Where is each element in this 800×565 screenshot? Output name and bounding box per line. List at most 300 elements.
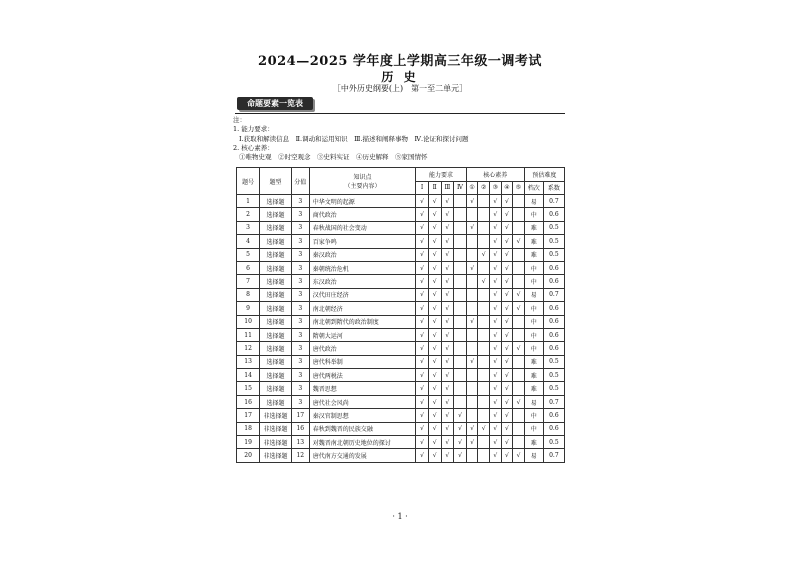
cell-coefficient: 0.5 (543, 436, 564, 449)
cell-ability-check: √ (441, 409, 454, 422)
cell-ability-check: √ (416, 302, 429, 315)
cell-level: 易 (524, 449, 543, 462)
cell-ability-check: √ (441, 208, 454, 221)
cell-no: 1 (237, 195, 260, 208)
table-row (237, 261, 565, 274)
cell-literacy-check: √ (490, 261, 502, 274)
cell-knowledge: 隋朝大运河 (309, 328, 416, 341)
cell-ability-check: √ (441, 436, 454, 449)
cell-type: 非选择题 (260, 449, 292, 462)
cell-literacy-check (513, 409, 525, 422)
cell-literacy-check: √ (501, 449, 513, 462)
cell-literacy-check (466, 288, 478, 301)
cell-ability-check: √ (441, 261, 454, 274)
cell-ability-check: √ (441, 315, 454, 328)
cell-no: 15 (237, 382, 260, 395)
cell-ability-check: √ (416, 221, 429, 234)
cell-ability-check: √ (441, 248, 454, 261)
cell-no: 14 (237, 369, 260, 382)
table-row (237, 315, 565, 328)
cell-no: 8 (237, 288, 260, 301)
cell-ability-check (454, 395, 467, 408)
cell-literacy-check: √ (478, 275, 490, 288)
cell-coefficient: 0.6 (543, 315, 564, 328)
cell-literacy-check (513, 221, 525, 234)
cell-level: 中 (524, 302, 543, 315)
cell-ability-check: √ (428, 369, 441, 382)
cell-literacy-check: √ (490, 369, 502, 382)
ability-items: Ⅰ.获取和解读信息 Ⅱ.调动和运用知识 Ⅲ.描述和阐释事物 Ⅳ.论证和探讨问题 (239, 134, 469, 143)
cell-literacy-check: √ (490, 382, 502, 395)
cell-literacy-check (478, 409, 490, 422)
cell-literacy-check: √ (513, 449, 525, 462)
cell-ability-check: √ (441, 422, 454, 435)
cell-ability-check: √ (428, 315, 441, 328)
cell-ability-check: √ (441, 382, 454, 395)
cell-type: 选择题 (260, 195, 292, 208)
table-row (237, 436, 565, 449)
cell-literacy-check (478, 382, 490, 395)
cell-literacy-check: √ (501, 342, 513, 355)
cell-literacy-check: √ (466, 355, 478, 368)
cell-literacy-check (513, 208, 525, 221)
cell-ability-check (454, 355, 467, 368)
cell-ability-check (454, 261, 467, 274)
cell-level: 中 (524, 342, 543, 355)
cell-ability-check: √ (441, 302, 454, 315)
header-literacy-col: ③ (490, 181, 502, 195)
cell-no: 18 (237, 422, 260, 435)
cell-literacy-check (466, 208, 478, 221)
cell-no: 17 (237, 409, 260, 422)
cell-literacy-check: √ (490, 275, 502, 288)
cell-literacy-check (478, 261, 490, 274)
cell-level: 难 (524, 221, 543, 234)
cell-literacy-check (466, 302, 478, 315)
cell-literacy-check (478, 436, 490, 449)
cell-literacy-check (513, 436, 525, 449)
cell-literacy-check: √ (501, 235, 513, 248)
cell-ability-check: √ (428, 275, 441, 288)
header-ability-col: Ⅲ (441, 181, 454, 195)
cell-ability-check: √ (416, 208, 429, 221)
literacy-heading: 2. 核心素养： (233, 143, 274, 152)
cell-type: 选择题 (260, 328, 292, 341)
cell-ability-check: √ (428, 449, 441, 462)
header-literacy-col: ② (478, 181, 490, 195)
cell-ability-check: √ (416, 328, 429, 341)
cell-coefficient: 0.5 (543, 382, 564, 395)
cell-type: 选择题 (260, 261, 292, 274)
cell-literacy-check: √ (466, 436, 478, 449)
cell-ability-check (454, 288, 467, 301)
page-number: · 1 · (392, 512, 408, 521)
header-literacy-col: ① (466, 181, 478, 195)
literacy-items: ①唯物史观 ②时空观念 ③史料实证 ④历史解释 ⑤家国情怀 (239, 153, 428, 162)
cell-literacy-check: √ (490, 328, 502, 341)
cell-ability-check: √ (416, 261, 429, 274)
header-literacy-col: ⑤ (513, 181, 525, 195)
ability-heading: 1. 能力要求： (233, 125, 274, 134)
cell-level: 中 (524, 315, 543, 328)
header-ability-col: Ⅳ (454, 181, 467, 195)
cell-type: 选择题 (260, 275, 292, 288)
cell-ability-check: √ (416, 248, 429, 261)
cell-literacy-check: √ (501, 275, 513, 288)
cell-ability-check (454, 342, 467, 355)
cell-score: 3 (291, 261, 309, 274)
table-row (237, 409, 565, 422)
cell-no: 7 (237, 275, 260, 288)
cell-level: 易 (524, 195, 543, 208)
cell-literacy-check (466, 409, 478, 422)
notes-block (233, 116, 573, 162)
cell-knowledge: 唐代科举制 (309, 355, 416, 368)
cell-coefficient: 0.6 (543, 275, 564, 288)
cell-literacy-check (513, 248, 525, 261)
cell-literacy-check: √ (490, 195, 502, 208)
cell-knowledge: 南北朝经济 (309, 302, 416, 315)
cell-literacy-check: √ (501, 382, 513, 395)
cell-literacy-check: √ (501, 221, 513, 234)
cell-literacy-check (513, 328, 525, 341)
cell-ability-check: √ (416, 275, 429, 288)
cell-ability-check (454, 369, 467, 382)
cell-literacy-check (478, 302, 490, 315)
table-row (237, 355, 565, 368)
cell-ability-check: √ (416, 436, 429, 449)
cell-literacy-check (478, 195, 490, 208)
cell-coefficient: 0.7 (543, 449, 564, 462)
cell-no: 19 (237, 436, 260, 449)
cell-literacy-check: √ (490, 208, 502, 221)
cell-literacy-check (478, 342, 490, 355)
cell-coefficient: 0.6 (543, 409, 564, 422)
cell-no: 16 (237, 395, 260, 408)
cell-ability-check (454, 235, 467, 248)
cell-score: 3 (291, 288, 309, 301)
cell-score: 3 (291, 315, 309, 328)
cell-literacy-check: √ (513, 395, 525, 408)
cell-literacy-check (513, 369, 525, 382)
cell-score: 17 (291, 409, 309, 422)
cell-literacy-check: √ (501, 302, 513, 315)
cell-knowledge: 东汉政治 (309, 275, 416, 288)
header-level: 档次 (524, 181, 543, 195)
cell-ability-check: √ (416, 382, 429, 395)
cell-literacy-check: √ (501, 195, 513, 208)
cell-literacy-check: √ (513, 288, 525, 301)
cell-literacy-check: √ (490, 342, 502, 355)
cell-literacy-check (513, 355, 525, 368)
cell-literacy-check: √ (490, 436, 502, 449)
cell-level: 易 (524, 288, 543, 301)
cell-literacy-check: √ (501, 355, 513, 368)
table-row (237, 342, 565, 355)
cell-ability-check: √ (441, 235, 454, 248)
cell-literacy-check: √ (490, 315, 502, 328)
cell-score: 3 (291, 382, 309, 395)
exam-title: 2024—2025 学年度上学期高三年级一调考试 (258, 54, 542, 69)
cell-ability-check: √ (416, 395, 429, 408)
cell-type: 选择题 (260, 395, 292, 408)
cell-score: 3 (291, 395, 309, 408)
cell-knowledge: 魏晋思想 (309, 382, 416, 395)
cell-level: 中 (524, 409, 543, 422)
cell-ability-check: √ (428, 395, 441, 408)
cell-ability-check: √ (428, 355, 441, 368)
cell-level: 易 (524, 395, 543, 408)
cell-ability-check: √ (428, 302, 441, 315)
section-badge: 命题要素一览表 (237, 97, 313, 110)
cell-ability-check: √ (428, 382, 441, 395)
cell-no: 3 (237, 221, 260, 234)
cell-coefficient: 0.6 (543, 208, 564, 221)
cell-literacy-check (478, 288, 490, 301)
cell-knowledge: 对魏晋南北朝历史地位的探讨 (309, 436, 416, 449)
table-row (237, 449, 565, 462)
cell-ability-check: √ (416, 369, 429, 382)
cell-literacy-check: √ (466, 261, 478, 274)
cell-type: 非选择题 (260, 436, 292, 449)
cell-literacy-check (478, 328, 490, 341)
cell-knowledge: 汉代田庄经济 (309, 288, 416, 301)
cell-ability-check: √ (428, 409, 441, 422)
cell-level: 难 (524, 382, 543, 395)
cell-ability-check: √ (441, 369, 454, 382)
cell-level: 中 (524, 328, 543, 341)
cell-literacy-check (478, 208, 490, 221)
cell-level: 中 (524, 422, 543, 435)
cell-literacy-check (466, 369, 478, 382)
cell-level: 难 (524, 235, 543, 248)
cell-ability-check: √ (441, 342, 454, 355)
cell-ability-check: √ (416, 315, 429, 328)
cell-level: 难 (524, 436, 543, 449)
exam-scope: ［中外历史纲要(上) 第一至二单元］ (332, 84, 468, 93)
cell-type: 选择题 (260, 248, 292, 261)
table-row (237, 369, 565, 382)
cell-type: 选择题 (260, 382, 292, 395)
cell-level: 中 (524, 261, 543, 274)
header-literacy: 核心素养 (466, 168, 524, 182)
cell-ability-check: √ (454, 436, 467, 449)
cell-literacy-check: √ (490, 248, 502, 261)
header-knowledge-sub: （主要内容） (344, 183, 381, 190)
cell-score: 3 (291, 195, 309, 208)
cell-literacy-check: √ (501, 288, 513, 301)
cell-coefficient: 0.6 (543, 302, 564, 315)
header-score: 分值 (291, 168, 309, 195)
header-no: 题号 (237, 168, 260, 195)
cell-literacy-check (513, 315, 525, 328)
cell-ability-check: √ (428, 342, 441, 355)
table-row (237, 288, 565, 301)
header-ability-col: Ⅰ (416, 181, 429, 195)
cell-ability-check: √ (416, 342, 429, 355)
table-row (237, 235, 565, 248)
cell-ability-check: √ (428, 288, 441, 301)
cell-literacy-check: √ (513, 235, 525, 248)
cell-coefficient: 0.5 (543, 369, 564, 382)
cell-ability-check: √ (416, 288, 429, 301)
cell-ability-check: √ (441, 355, 454, 368)
cell-coefficient: 0.5 (543, 235, 564, 248)
cell-no: 13 (237, 355, 260, 368)
cell-coefficient: 0.6 (543, 422, 564, 435)
cell-score: 12 (291, 449, 309, 462)
cell-ability-check (454, 208, 467, 221)
cell-ability-check (454, 248, 467, 261)
cell-literacy-check: √ (501, 261, 513, 274)
cell-ability-check: √ (428, 208, 441, 221)
cell-ability-check: √ (428, 261, 441, 274)
cell-type: 选择题 (260, 235, 292, 248)
cell-knowledge: 南北朝到隋代的政治制度 (309, 315, 416, 328)
subject-title: 历 史 (381, 70, 419, 84)
cell-literacy-check: √ (466, 221, 478, 234)
cell-literacy-check: √ (478, 422, 490, 435)
cell-literacy-check: √ (501, 369, 513, 382)
cell-type: 选择题 (260, 302, 292, 315)
cell-literacy-check: √ (490, 302, 502, 315)
cell-ability-check: √ (416, 409, 429, 422)
table-row (237, 302, 565, 315)
cell-score: 3 (291, 208, 309, 221)
cell-level: 难 (524, 369, 543, 382)
cell-coefficient: 0.6 (543, 342, 564, 355)
cell-ability-check (454, 195, 467, 208)
cell-ability-check: √ (428, 422, 441, 435)
cell-ability-check (454, 275, 467, 288)
cell-knowledge: 唐代政治 (309, 342, 416, 355)
header-type: 题型 (260, 168, 292, 195)
cell-literacy-check (466, 235, 478, 248)
cell-ability-check: √ (416, 449, 429, 462)
cell-no: 20 (237, 449, 260, 462)
cell-no: 5 (237, 248, 260, 261)
cell-coefficient: 0.7 (543, 395, 564, 408)
cell-literacy-check: √ (478, 248, 490, 261)
header-knowledge-label: 知识点 (353, 174, 372, 181)
cell-literacy-check: √ (490, 235, 502, 248)
cell-literacy-check: √ (490, 409, 502, 422)
cell-literacy-check: √ (466, 195, 478, 208)
cell-type: 选择题 (260, 315, 292, 328)
cell-literacy-check: √ (513, 302, 525, 315)
exam-spec-table (236, 167, 565, 463)
cell-literacy-check (466, 275, 478, 288)
cell-literacy-check: √ (490, 221, 502, 234)
cell-literacy-check: √ (490, 288, 502, 301)
cell-knowledge: 秦汉官制思想 (309, 409, 416, 422)
cell-literacy-check (513, 382, 525, 395)
table-row (237, 328, 565, 341)
cell-literacy-check: √ (466, 315, 478, 328)
cell-literacy-check (466, 449, 478, 462)
cell-level: 中 (524, 208, 543, 221)
cell-coefficient: 0.5 (543, 248, 564, 261)
cell-ability-check: √ (441, 449, 454, 462)
cell-score: 16 (291, 422, 309, 435)
table-row (237, 422, 565, 435)
cell-type: 选择题 (260, 221, 292, 234)
cell-literacy-check (466, 328, 478, 341)
cell-no: 4 (237, 235, 260, 248)
cell-no: 12 (237, 342, 260, 355)
cell-ability-check: √ (441, 221, 454, 234)
cell-literacy-check: √ (501, 208, 513, 221)
cell-type: 非选择题 (260, 422, 292, 435)
cell-literacy-check (466, 248, 478, 261)
table-row (237, 275, 565, 288)
cell-knowledge: 百家争鸣 (309, 235, 416, 248)
cell-literacy-check (478, 355, 490, 368)
cell-coefficient: 0.6 (543, 261, 564, 274)
cell-type: 选择题 (260, 288, 292, 301)
header-ability: 能力要求 (416, 168, 467, 182)
cell-knowledge: 秦汉政治 (309, 248, 416, 261)
header-knowledge (309, 168, 416, 195)
cell-ability-check: √ (441, 395, 454, 408)
cell-literacy-check: √ (501, 422, 513, 435)
cell-knowledge: 唐代南方交通的发展 (309, 449, 416, 462)
cell-type: 选择题 (260, 369, 292, 382)
cell-ability-check: √ (416, 195, 429, 208)
cell-no: 11 (237, 328, 260, 341)
cell-knowledge: 唐代两税法 (309, 369, 416, 382)
cell-literacy-check (478, 235, 490, 248)
cell-coefficient: 0.5 (543, 221, 564, 234)
cell-literacy-check (466, 342, 478, 355)
cell-knowledge: 秦朝统治危机 (309, 261, 416, 274)
section-divider (235, 113, 565, 114)
cell-ability-check: √ (441, 275, 454, 288)
cell-ability-check (454, 328, 467, 341)
header-difficulty: 预估难度 (524, 168, 564, 182)
cell-literacy-check (478, 315, 490, 328)
cell-ability-check: √ (416, 235, 429, 248)
cell-ability-check (454, 315, 467, 328)
cell-score: 3 (291, 342, 309, 355)
cell-literacy-check: √ (501, 409, 513, 422)
cell-literacy-check: √ (501, 395, 513, 408)
cell-ability-check: √ (428, 436, 441, 449)
cell-coefficient: 0.7 (543, 195, 564, 208)
cell-ability-check (454, 382, 467, 395)
cell-ability-check: √ (428, 248, 441, 261)
cell-literacy-check (466, 382, 478, 395)
cell-score: 3 (291, 355, 309, 368)
cell-literacy-check (478, 221, 490, 234)
cell-ability-check: √ (454, 409, 467, 422)
cell-literacy-check: √ (490, 355, 502, 368)
cell-knowledge: 春秋到魏晋的民族交融 (309, 422, 416, 435)
cell-literacy-check (478, 449, 490, 462)
cell-ability-check: √ (416, 422, 429, 435)
cell-literacy-check (513, 422, 525, 435)
cell-score: 3 (291, 328, 309, 341)
cell-literacy-check: √ (490, 449, 502, 462)
cell-ability-check: √ (454, 422, 467, 435)
cell-ability-check: √ (428, 235, 441, 248)
table-row (237, 382, 565, 395)
cell-literacy-check (513, 275, 525, 288)
cell-score: 3 (291, 275, 309, 288)
table-body (237, 195, 565, 463)
cell-literacy-check: √ (490, 422, 502, 435)
cell-type: 选择题 (260, 355, 292, 368)
